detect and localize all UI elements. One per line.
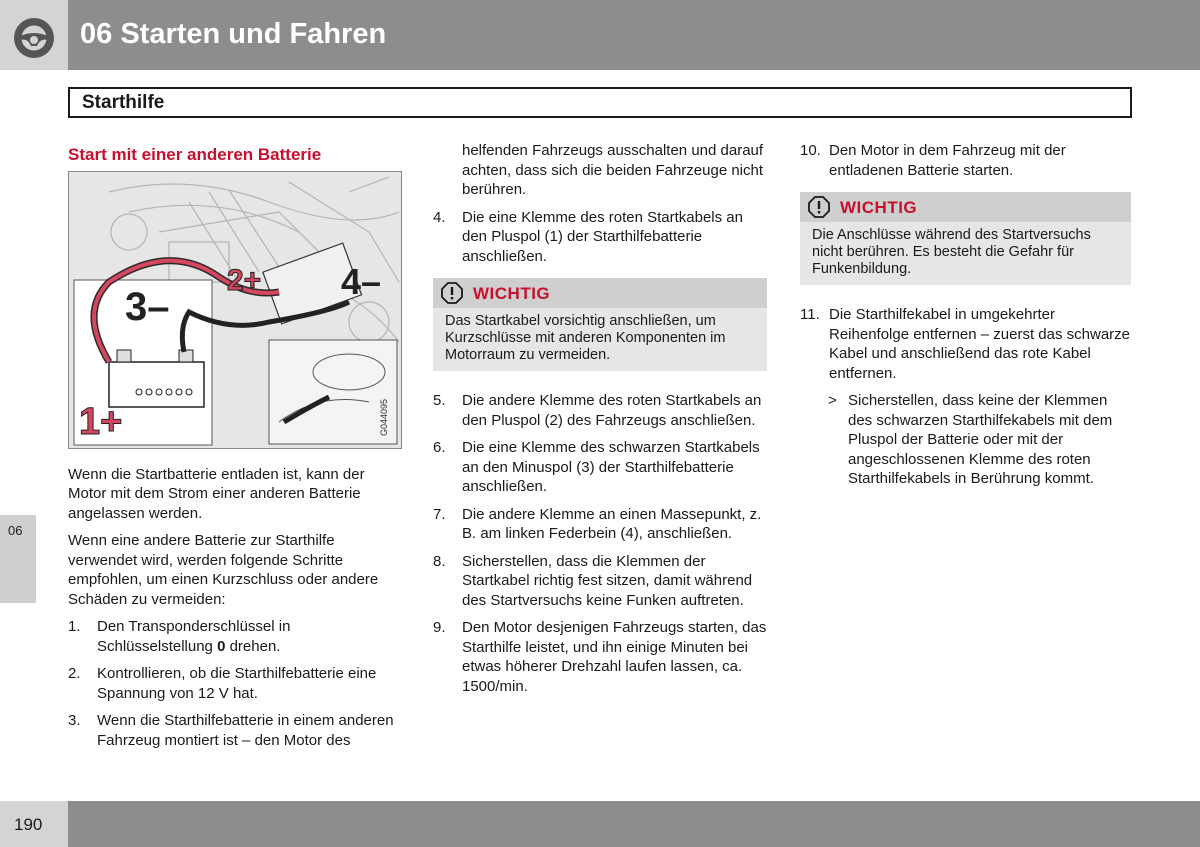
step-8 — [433, 552, 767, 611]
section-heading-box — [68, 87, 1132, 118]
subheading: Start mit einer anderen Batterie — [68, 145, 322, 164]
step-number: 11. — [800, 306, 820, 323]
step-text-end: drehen. — [225, 637, 281, 655]
step-text: Kontrollieren, ob die Starthilfebatterie eine Spannung von 12 V hat. — [97, 665, 377, 702]
step-number: 6. — [433, 439, 446, 456]
step-number: 8. — [433, 552, 446, 570]
step-text: Den Transponderschlüssel in Schlüsselstellung — [97, 618, 291, 655]
column-2 — [433, 141, 767, 704]
step-number: 9. — [433, 619, 446, 636]
step-3-continuation — [433, 141, 767, 200]
footer-bar — [68, 801, 1200, 847]
step-number: 10. — [800, 142, 821, 159]
step-1 — [68, 617, 402, 656]
side-tab-label: 06 — [8, 523, 23, 538]
step-number: 4. — [433, 208, 446, 226]
step-number: 5. — [433, 392, 446, 409]
step-number: 3. — [68, 712, 81, 729]
step-number: 2. — [68, 665, 81, 682]
step-number: 1. — [68, 618, 81, 635]
step-text: Die eine Klemme des roten Startkabels an den Pluspol (1) der Starthilfebatterie anschließen. — [462, 208, 743, 265]
section-title: Starthilfe — [82, 92, 165, 113]
figure-code: G044095 — [379, 398, 389, 436]
column-1 — [68, 141, 402, 758]
step-text: Sicherstellen, dass die Klemmen der Startkabel richtig fest sitzen, damit während des Startversuchs keine Funken auftreten. — [462, 552, 753, 609]
warning-box — [800, 192, 1131, 285]
label-2-plus: 2+ — [227, 263, 262, 297]
step-9 — [433, 618, 767, 696]
step-text: Die andere Klemme an einen Massepunkt, z. B. am linken Federbein (4), anschließen. — [462, 505, 762, 542]
warning-text: Das Startkabel vorsichtig anschließen, um Kurzschlüsse mit anderen Komponenten im Motorraum zu vermeiden. — [445, 313, 726, 363]
warning-icon — [441, 282, 463, 304]
footer-page-area — [0, 801, 68, 847]
step-7 — [433, 505, 767, 544]
step-10 — [800, 141, 1131, 180]
warning-text: Die Anschlüsse während des Startversuchs nicht berühren. Es besteht die Gefahr für Funkenbildung. — [812, 227, 1091, 277]
warning-title: WICHTIG — [840, 198, 918, 217]
label-3-minus: 3– — [125, 284, 170, 329]
step-6 — [433, 438, 767, 497]
page-number: 190 — [14, 815, 43, 834]
warning-header — [433, 278, 767, 308]
intro-paragraph-2: Wenn eine andere Batterie zur Starthilfe verwendet wird, werden folgende Schritte empfohlen, um einen Kurzschluss oder andere Schäden zu vermeiden: — [68, 532, 379, 608]
substep — [800, 391, 1131, 489]
warning-header — [800, 192, 1131, 222]
step-number: 7. — [433, 505, 446, 523]
header-icon-area — [0, 0, 68, 70]
warning-box — [433, 278, 767, 371]
jump-start-diagram — [69, 172, 401, 448]
step-text: Wenn die Starthilfebatterie in einem anderen Fahrzeug montiert ist – den Motor des — [97, 712, 394, 749]
substep-text: Sicherstellen, dass keine der Klemmen des schwarzen Starthilfekabels mit dem Pluspol der Batterie oder mit der angeschlossenen Klemme des roten Starthilfekabels in Berührung kommt. — [848, 392, 1113, 487]
step-text: Den Motor desjenigen Fahrzeugs starten, das Starthilfe leistet, und ihn einige Minuten bei etwas höherer Drehzahl laufen lassen, ca. 1500/min. — [462, 619, 767, 695]
substep-marker: > — [828, 392, 837, 409]
steering-wheel-icon — [12, 16, 56, 60]
step-text: Den Motor in dem Fahrzeug mit der entladenen Batterie starten. — [829, 142, 1066, 179]
step-4 — [433, 208, 767, 267]
column-3 — [800, 141, 1131, 497]
step-3 — [68, 711, 402, 750]
intro-paragraph: Wenn die Startbatterie entladen ist, kann der Motor mit dem Strom einer anderen Batterie angelassen werden. — [68, 465, 365, 522]
label-4-minus: 4– — [341, 260, 382, 302]
chapter-side-tab — [0, 515, 36, 603]
jump-start-illustration — [68, 171, 402, 449]
step-text: Die andere Klemme des roten Startkabels an den Pluspol (2) des Fahrzeugs anschließen. — [462, 392, 762, 429]
warning-icon — [808, 196, 830, 218]
header-bar — [68, 0, 1200, 70]
warning-title: WICHTIG — [473, 284, 551, 303]
step-text: helfenden Fahrzeugs ausschalten und darauf achten, dass sich die beiden Fahrzeuge nicht berühren. — [462, 142, 764, 198]
label-1-plus: 1+ — [79, 400, 123, 443]
step-text: Die Starthilfekabel in umgekehrter Reihenfolge entfernen – zuerst das schwarze Kabel und anschließend das rote Kabel entfernen. — [829, 306, 1131, 382]
step-5 — [433, 391, 767, 430]
step-text: Die eine Klemme des schwarzen Startkabels an den Minuspol (3) der Starthilfebatterie anschließen. — [462, 439, 760, 495]
chapter-title: 06 Starten und Fahren — [80, 18, 387, 50]
step-11 — [800, 305, 1131, 383]
key-position: 0 — [217, 637, 226, 655]
step-2 — [68, 664, 402, 703]
